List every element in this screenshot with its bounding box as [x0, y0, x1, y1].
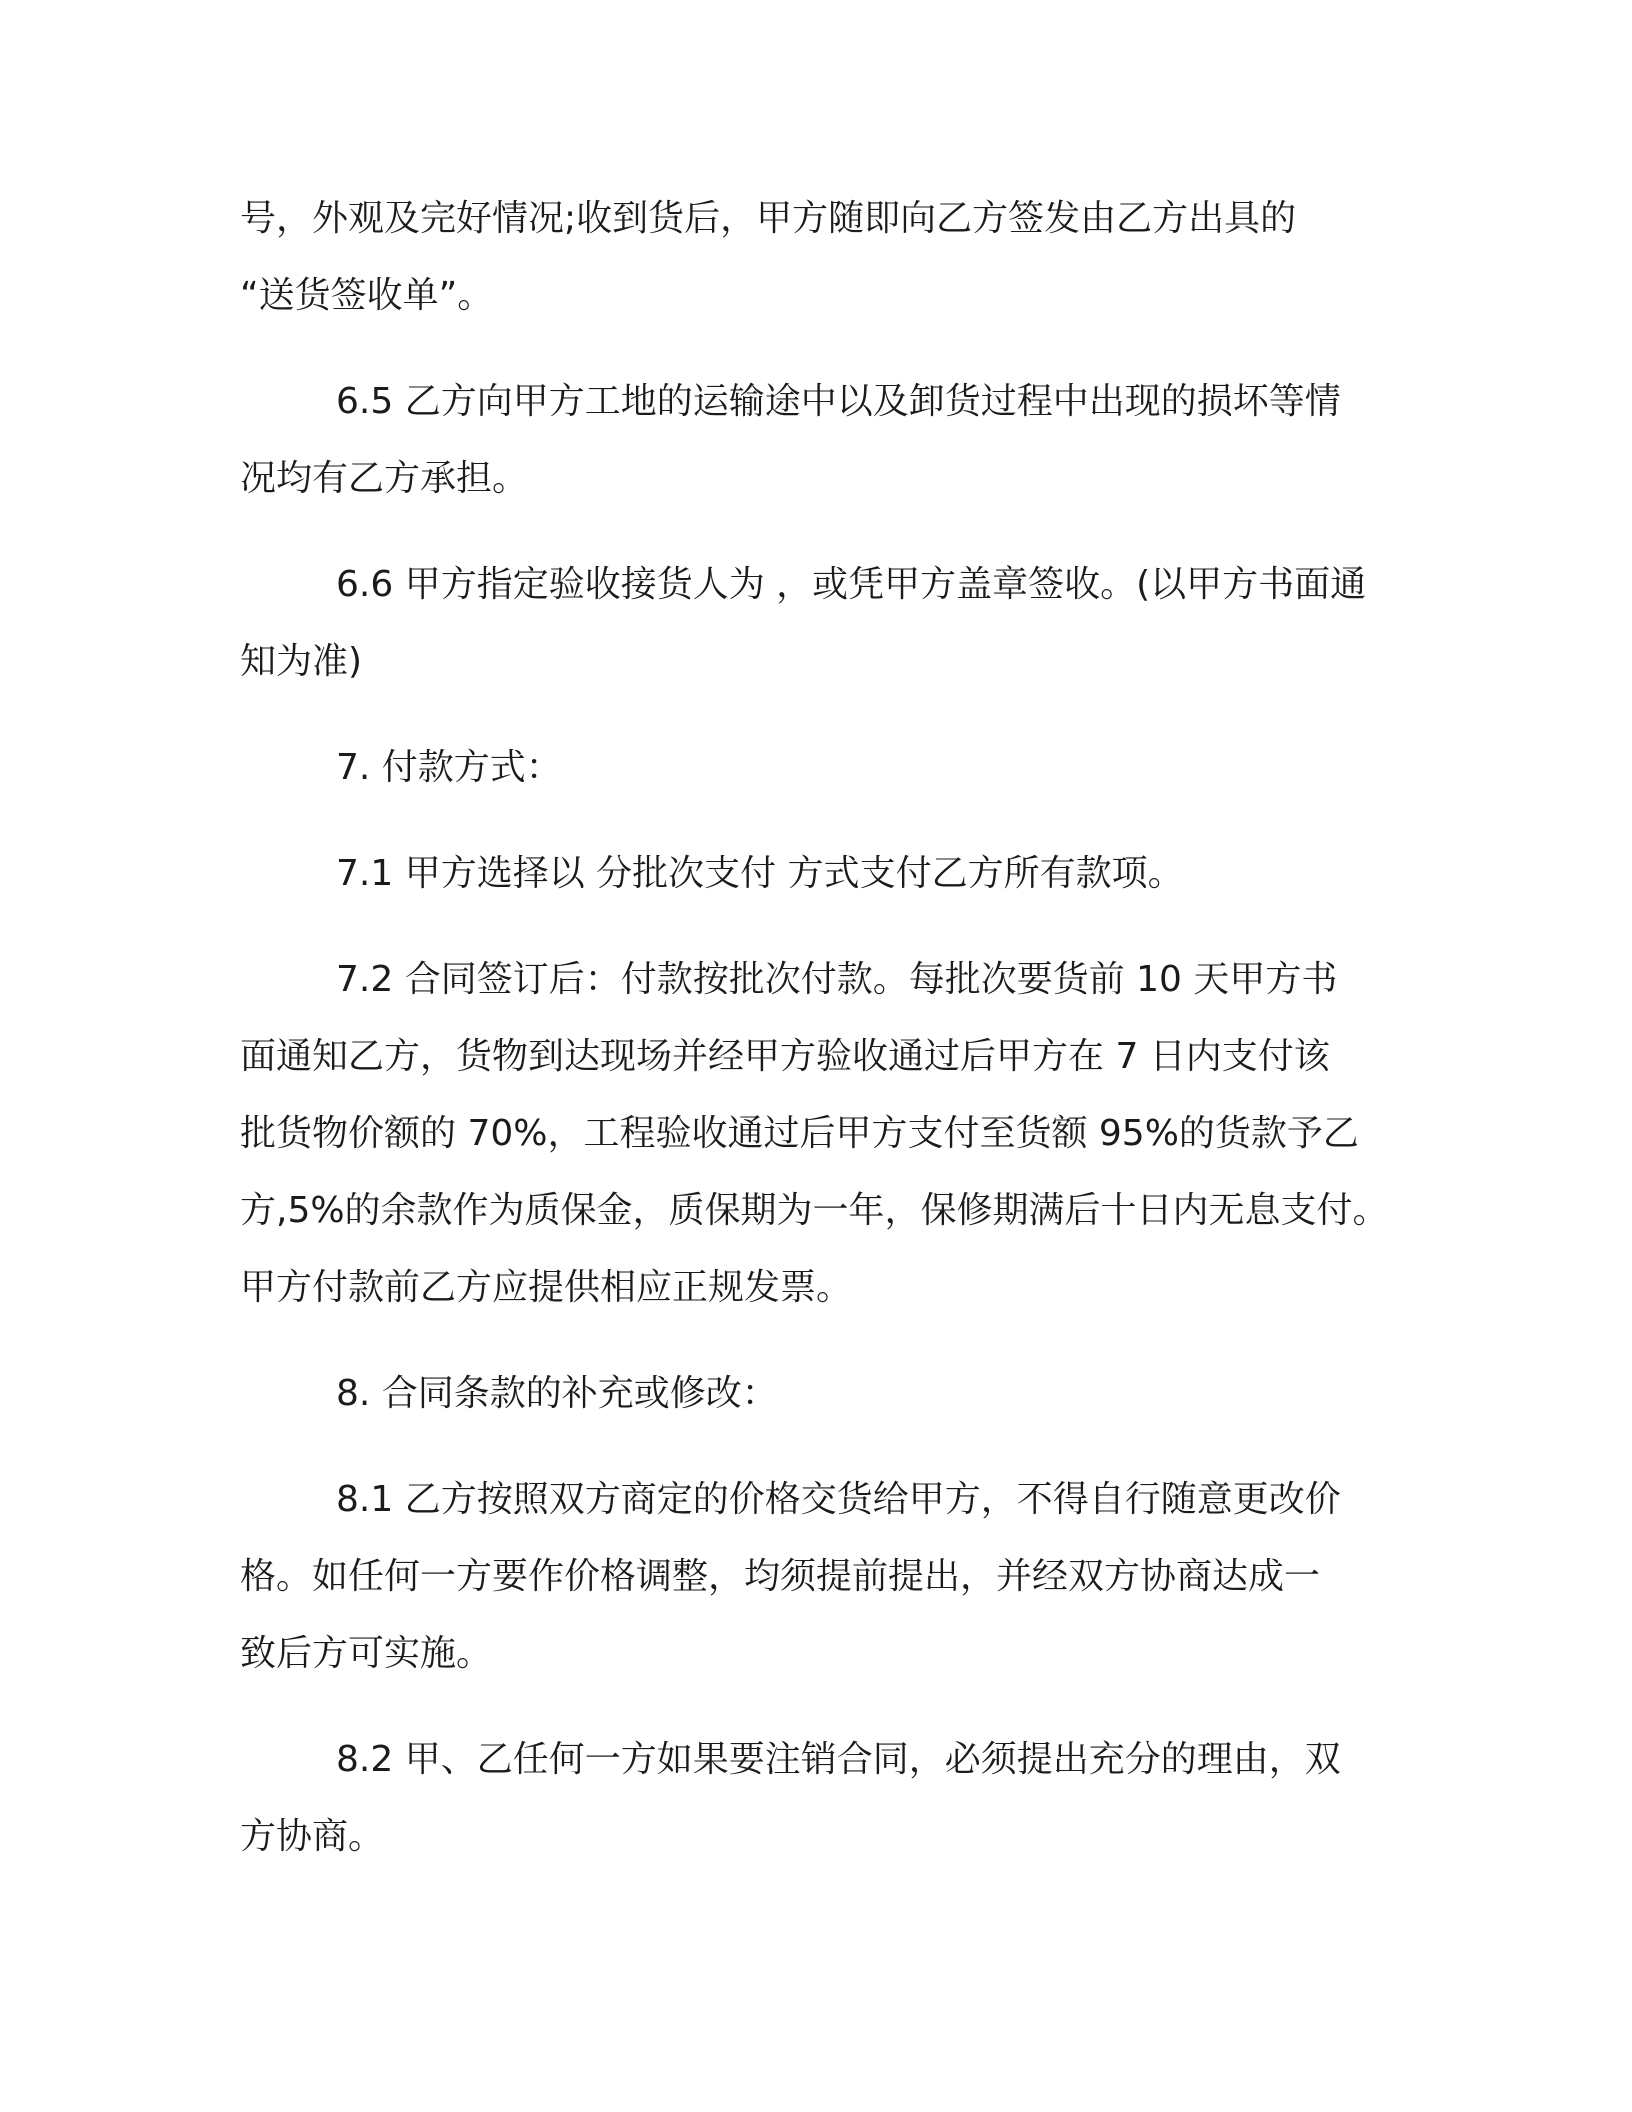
- text-line: “送货签收单”。: [240, 275, 494, 316]
- paragraph-gap: [240, 816, 1420, 845]
- text-line: 8.2 甲、乙任何一方如果要注销合同，必须提出充分的理由，双: [336, 1739, 1341, 1780]
- text-line: 批货物价额的 70%，工程验收通过后甲方支付至货额 95%的货款予乙: [240, 1113, 1359, 1154]
- text-line: 格。如任何一方要作价格调整，均须提前提出，并经双方协商达成一: [240, 1556, 1321, 1597]
- paragraph-8-1: [240, 1471, 1420, 1702]
- section-heading-8: [240, 1365, 1420, 1442]
- text-line: 7.2 合同签订后：付款按批次付款。每批次要货前 10 天甲方书: [336, 959, 1338, 1000]
- text-line: 面通知乙方，货物到达现场并经甲方验收通过后甲方在 7 日内支付该: [240, 1036, 1330, 1077]
- text-line: 方,5%的余款作为质保金，质保期为一年，保修期满后十日内无息支付。: [240, 1190, 1389, 1231]
- paragraph-6-5: [240, 373, 1420, 527]
- text-line: 7.1 甲方选择以 分批次支付 方式支付乙方所有款项。: [336, 853, 1184, 894]
- text-line: 号，外观及完好情况;收到货后，甲方随即向乙方签发由乙方出具的: [240, 198, 1297, 239]
- paragraph-6-4-continued: [240, 190, 1420, 344]
- paragraph-gap: [240, 710, 1420, 739]
- paragraph-gap: [240, 1702, 1420, 1731]
- paragraph-6-6: [240, 556, 1420, 710]
- paragraph-gap: [240, 922, 1420, 951]
- text-line: 6.5 乙方向甲方工地的运输途中以及卸货过程中出现的损坏等情: [336, 381, 1341, 422]
- paragraph-gap: [240, 1442, 1420, 1471]
- text-line: 致后方可实施。: [240, 1633, 493, 1674]
- paragraph-gap: [240, 344, 1420, 373]
- text-line: 知为准): [240, 641, 363, 682]
- paragraph-8-2: [240, 1731, 1420, 1885]
- text-line: 况均有乙方承担。: [240, 458, 529, 499]
- paragraph-7-1: [240, 845, 1420, 922]
- section-heading-7: [240, 739, 1420, 816]
- document-body: [240, 190, 1420, 1885]
- heading-line: 7. 付款方式：: [336, 747, 562, 788]
- text-line: 方协商。: [240, 1816, 385, 1857]
- text-line: 6.6 甲方指定验收接货人为 ，或凭甲方盖章签收。(以甲方书面通: [336, 564, 1367, 605]
- paragraph-gap: [240, 527, 1420, 556]
- heading-line: 8. 合同条款的补充或修改：: [336, 1373, 778, 1414]
- paragraph-gap: [240, 1336, 1420, 1365]
- text-line: 8.1 乙方按照双方商定的价格交货给甲方，不得自行随意更改价: [336, 1479, 1341, 1520]
- paragraph-7-2: [240, 951, 1420, 1336]
- text-line: 甲方付款前乙方应提供相应正规发票。: [240, 1267, 853, 1308]
